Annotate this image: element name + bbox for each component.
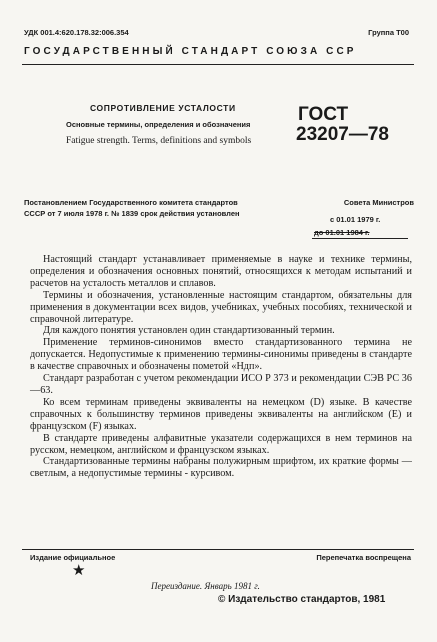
document-title-en: Fatigue strength. Terms, definitions and symbols [66, 136, 252, 146]
footer-divider [22, 549, 414, 550]
star-icon: ★ [72, 563, 86, 579]
validity-from: с 01.01 1979 г. [330, 215, 381, 224]
copyright-notice: © Издательство стандартов, 1981 [218, 594, 386, 605]
decree-line1-right: Совета Министров [343, 198, 414, 207]
validity-to-crossed: до 01.01 1984 г. [314, 228, 370, 237]
decree-line2: СССР от 7 июля 1978 г. № 1839 срок действия установлен [24, 209, 240, 218]
standard-banner: ГОСУДАРСТВЕННЫЙ СТАНДАРТ СОЮЗА ССР [24, 46, 357, 57]
paragraph: Настоящий стандарт устанавливает применяемые в науке и технике термины, определения и обозначения основных понятий, относящихся к методам испытаний и расчетов на усталость металлов и сплавов. [30, 254, 412, 289]
body-text [30, 254, 412, 480]
gost-label: ГОСТ [298, 104, 349, 125]
official-edition-label: Издание официальное [30, 553, 116, 562]
gost-number: 23207—78 [296, 124, 389, 145]
decree-line1-left: Постановлением Государственного комитета стандартов [24, 198, 238, 207]
group-code: Группа Т00 [368, 28, 409, 37]
document-title-ru: СОПРОТИВЛЕНИЕ УСТАЛОСТИ [90, 103, 236, 113]
document-subtitle-ru: Основные термины, определения и обозначения [66, 120, 251, 129]
paragraph: Стандартизованные термины набраны полужирным шрифтом, их краткие формы — светлым, а недопустимые термины - курсивом. [30, 456, 412, 480]
paragraph: Для каждого понятия установлен один стандартизованный термин. [43, 325, 335, 337]
paragraph: Термины и обозначения, установленные настоящим стандартом, обязательны для применения в документации всех видов, учебниках, учебных пособиях, технической и справочной литературе. [30, 289, 412, 325]
header-divider [22, 64, 414, 65]
reprint-prohibited-label: Перепечатка воспрещена [316, 553, 411, 562]
date-underline [312, 238, 408, 239]
udk-code: УДК 001.4:620.178.32:006.354 [24, 28, 129, 37]
reprint-note: Переиздание. Январь 1981 г. [151, 581, 260, 591]
paragraph: Стандарт разработан с учетом рекомендации ИСО Р 373 и рекомендации СЭВ РС 36—63. [30, 373, 412, 396]
paragraph: В стандарте приведены алфавитные указатели содержащихся в нем терминов на русском, немецком, английском и французском языках. [30, 432, 412, 456]
paragraph: Применение терминов-синонимов вместо стандартизованного термина не допускается. Недопустимые к применению термины-синонимы приведены в стандарте в качестве справочных и обозначены пометой «Ндп». [30, 337, 412, 373]
paragraph: Ко всем терминам приведены эквиваленты на немецком (D) языке. В качестве справочных к большинству терминов приведены эквиваленты на английском (Е) и французском (F) языках. [30, 396, 412, 432]
